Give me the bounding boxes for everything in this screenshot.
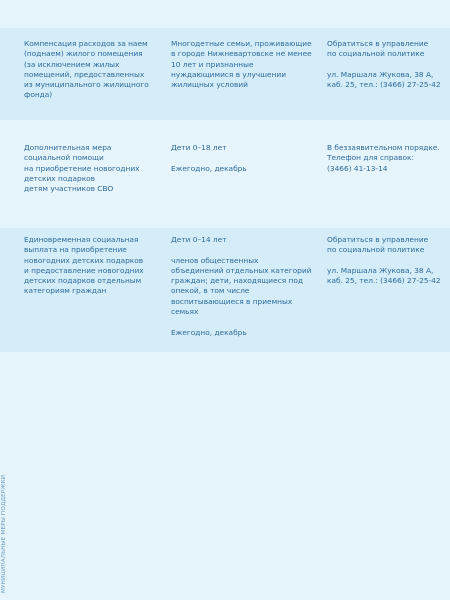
measure-cell: Дополнительная мера социальной помощи на приобретение новогодних детских подарков детям участников СВО <box>24 143 140 194</box>
measure-cell: Компенсация расходов за наем (поднаем) жилого помещения (за исключением жилых помещений, предоставленных из муниципального жилищного фонда) <box>24 39 149 100</box>
measure-cell: Единовременная социальная выплата на приобретение новогодних детских подарков и предоставление новогодних детских подарков отдельным категориям граждан <box>24 235 144 296</box>
contacts-cell: Обратиться в управление по социальной политике ул. Маршала Жукова, 38 А, каб. 25, тел.: (3466) 27-25-42 <box>327 235 441 286</box>
contacts-cell: Обратиться в управление по социальной политике ул. Маршала Жукова, 38 А, каб. 25, тел.: (3466) 27-25-42 <box>327 39 441 90</box>
recipients-cell: Дети 0–18 лет Ежегодно, декабрь <box>171 143 247 173</box>
recipients-cell: Многодетные семьи, проживающие в городе Нижневартовске не менее 10 лет и признанные нуждающимися в улучшении жилищных условий <box>171 39 312 90</box>
section-side-caption: МУНИЦИПАЛЬНЫЕ МЕРЫ ПОДДЕРЖКИ <box>1 474 7 593</box>
recipients-cell: Дети 0–14 лет членов общественных объединений отдельных категорий граждан; дети, находящиеся под опекой, в том числе воспитывающиеся в приемных семьях Ежегодно, декабрь <box>171 235 312 337</box>
contacts-cell: В беззаявительном порядке. Телефон для справок: (3466) 41-13-14 <box>327 143 440 173</box>
